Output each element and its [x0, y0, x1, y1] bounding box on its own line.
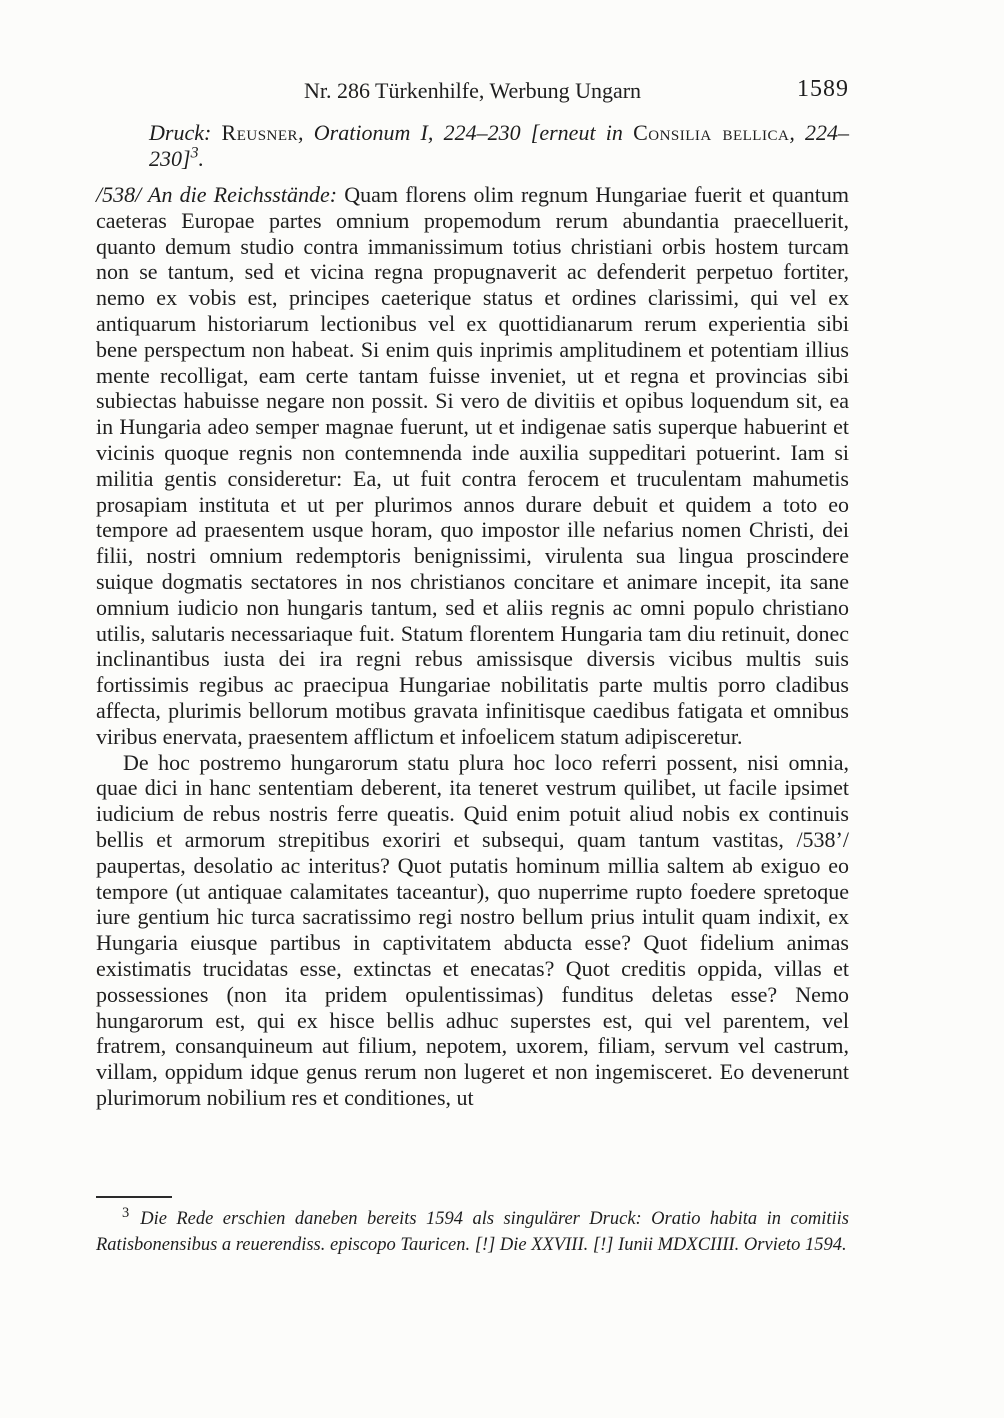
running-head	[96, 78, 849, 108]
body-paragraph-1: /538/ An die Reichsstände: Quam florens olim regnum Hungariae fuerit et quantum caeteras Europae partes omnium propemodum rerum abundantia praecelluerit, quanto demum studio contra immanissimum totius christiani orbis hostem turcam non se tantum, sed et vicina regna propugnaverit ac defenderit perpetuo fortiter, nemo ex vobis est, principes caeterique status et ordines clarissimi, qui vel ex antiquarum historiarum lectionibus vel ex quottidianarum rerum experientia sibi bene perspectum non habeat. Si enim quis inprimis amplitudinem et potentiam illius mente recolligat, eam certe tantam fuisse inveniet, ut et regna et provincias sibi subiectas habuisse negare non possit. Si vero de divitiis et opibus loquendum sit, ea in Hungaria adeo semper magnae fuerunt, ut et indigenae satis superque habuerint et vicinis quoque regnis non contemnenda inde auxilia suppeditari potuerint. Iam si militia gentis consideretur: Ea, ut fuit contra ferocem et truculentam mahumetis prosapiam instituta et ut per plurimos annos durare debuit et quidem a toto eo tempore ad praesentem usque horam, quo impostor ille nefarius nomen Christi, dei filii, nostri omnium redemptoris benignissimi, virulenta sua lingua proscindere suique dogmatis sectatores in nos christianos concitare et animare incepit, ita sane omnium iudicio non hungaris tantum, sed et aliis regnis ac omni populo christiano utilis, salutaris necessariaque fuit. Statum florentem Hungaria tam diu retinuit, donec inclinantibus iusta dei ira regni rebus amissisque diversis vicibus multis suis fortissimis regibus ac praecipua Hungariae nobilitatis parte multis porro cladibus affecta, plurimis bellorum motibus gravata infinitisque caedibus fatigata et omnibus viribus enervata, praesentem afflictum et infoelicem statum adipisceretur.	[96, 182, 849, 749]
footnote-area	[96, 1196, 849, 1258]
source-citation: Druck: Reusner, Orationum I, 224–230 [erneut in Consilia bellica, 224–230]$^3$.	[149, 120, 850, 171]
running-head-title: Nr. 286 Türkenhilfe, Werbung Ungarn	[303, 78, 642, 103]
footnote-3: $^3$ Die Rede erschien daneben bereits 1594 als singulärer Druck: Oratio habita in comitiis Ratisbonensibus a reuerendiss. episcopo Tauricen. [!] Die XXVIII. [!] Iunii MDXCIIII. Orvieto 1594.	[96, 1204, 849, 1255]
body-paragraph-2: De hoc postremo hungarorum statu plura hoc loco referri possent, nisi omnia, quae dici in hanc sententiam deberent, ita teneret vestrum quilibet, ut facile ipsimet iudicium de rebus nostris ferre queatis. Quid enim potuit aliud nobis ex continuis bellis et armorum strepitibus exoriri et subsequi, quam tantum vastitas, /538’/ paupertas, desolatio ac interitus? Quot putatis hominum millia saltem ab exiguo eo tempore (ut antiquae calamitates taceantur), quo nuperrime rupto foedere spretoque iure gentium hic turca sacratissimo regi nostro bellum prius intulit quam indixit, ex Hungaria eiusque partibus in captivitatem abducta esse? Quot fidelium animas existimatis trucidatas esse, extinctas et enecatas? Quot creditis oppida, villas et possessiones (non ita pridem opulentissimas) funditus deletas esse? Nemo hungarorum est, qui ex hisce bellis adhuc superstes est, qui vel parentem, vel fratrem, consanquineum aut filium, nepotem, uxorem, filiam, servum vel castrum, villam, oppidum idque genus rerum non lugeret et non ingemisceret. Eo devenerunt plurimorum nobilium res et conditiones, ut	[96, 749, 849, 1110]
footnote-separator-rule	[96, 1196, 172, 1198]
page-number: 1589	[797, 76, 849, 102]
main-text	[96, 182, 849, 1111]
